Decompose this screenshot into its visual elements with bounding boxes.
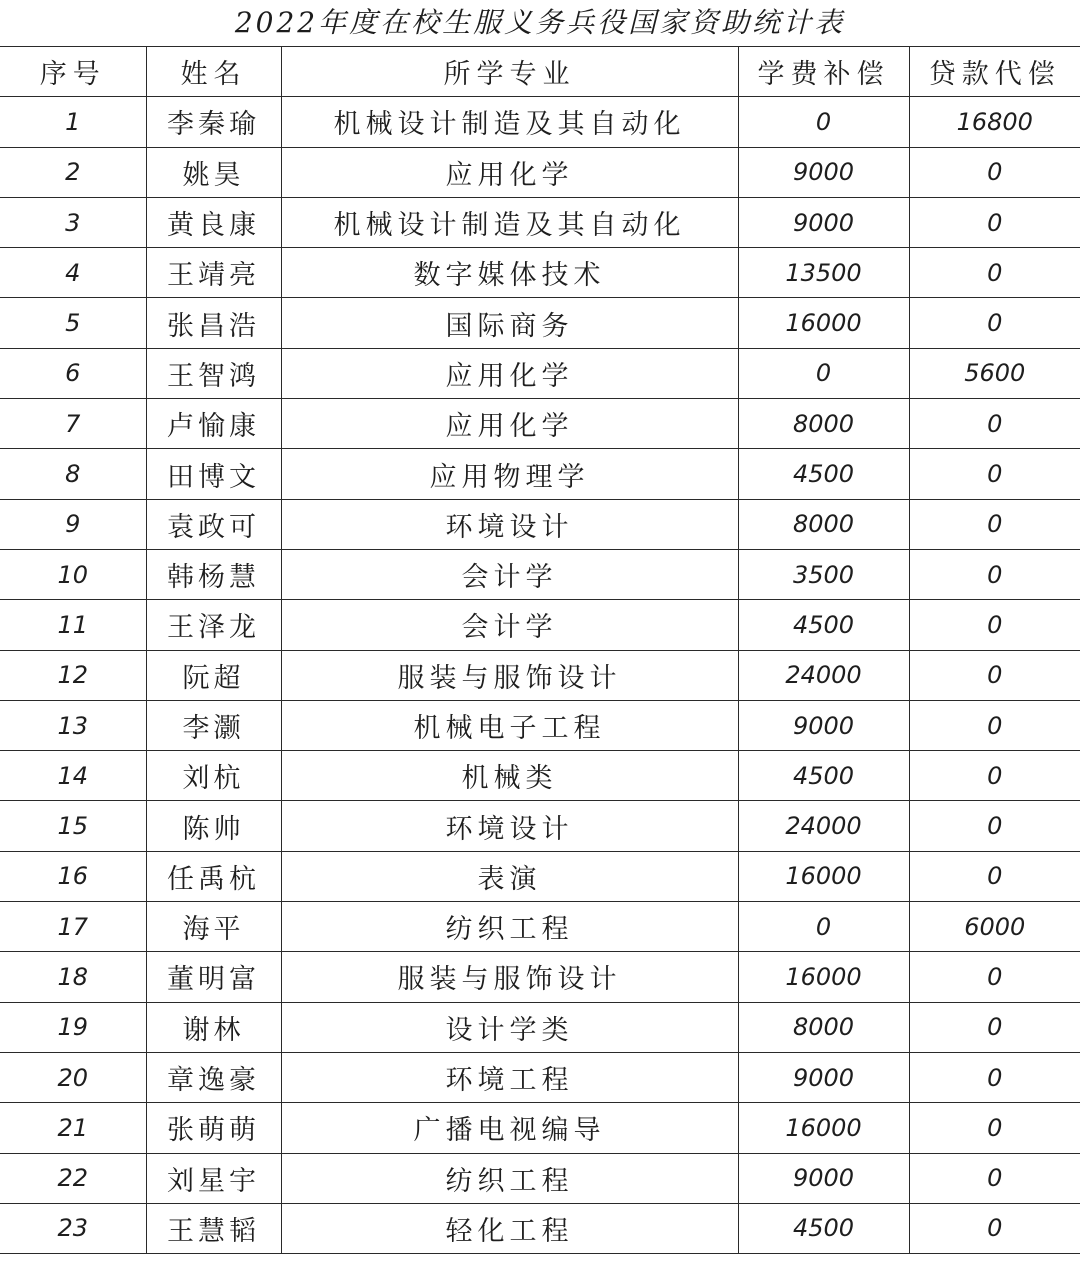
column-header-major: 所学专业 (281, 47, 738, 97)
cell-name: 任禹杭 (146, 851, 281, 901)
cell-major: 环境工程 (281, 1052, 738, 1102)
cell-no: 23 (0, 1203, 146, 1253)
cell-major: 纺织工程 (281, 902, 738, 952)
cell-name: 谢林 (146, 1002, 281, 1052)
cell-major: 会计学 (281, 600, 738, 650)
cell-name: 黄良康 (146, 197, 281, 247)
cell-name: 刘星宇 (146, 1153, 281, 1203)
cell-tuition: 9000 (738, 700, 909, 750)
cell-no: 21 (0, 1103, 146, 1153)
cell-name: 王慧韬 (146, 1203, 281, 1253)
table-row (0, 650, 1080, 700)
cell-major: 机械类 (281, 751, 738, 801)
cell-loan: 0 (909, 1103, 1080, 1153)
table-row (0, 197, 1080, 247)
cell-loan: 0 (909, 952, 1080, 1002)
cell-major: 应用化学 (281, 399, 738, 449)
column-header-tuition: 学费补偿 (738, 47, 909, 97)
cell-loan: 0 (909, 499, 1080, 549)
cell-major: 机械电子工程 (281, 700, 738, 750)
cell-tuition: 4500 (738, 600, 909, 650)
cell-loan: 0 (909, 147, 1080, 197)
cell-tuition: 24000 (738, 801, 909, 851)
table-row (0, 851, 1080, 901)
cell-loan: 0 (909, 751, 1080, 801)
cell-major: 纺织工程 (281, 1153, 738, 1203)
cell-loan: 0 (909, 248, 1080, 298)
cell-no: 7 (0, 399, 146, 449)
cell-major: 表演 (281, 851, 738, 901)
cell-tuition: 16000 (738, 298, 909, 348)
cell-name: 陈帅 (146, 801, 281, 851)
cell-tuition: 9000 (738, 1153, 909, 1203)
table-row (0, 1052, 1080, 1102)
cell-name: 李秦瑜 (146, 97, 281, 147)
cell-name: 王泽龙 (146, 600, 281, 650)
cell-no: 14 (0, 751, 146, 801)
table-row (0, 751, 1080, 801)
column-header-loan: 贷款代偿 (909, 47, 1080, 97)
table-row (0, 1203, 1080, 1253)
cell-no: 15 (0, 801, 146, 851)
cell-loan: 0 (909, 197, 1080, 247)
cell-no: 22 (0, 1153, 146, 1203)
cell-tuition: 13500 (738, 248, 909, 298)
cell-name: 董明富 (146, 952, 281, 1002)
cell-name: 张昌浩 (146, 298, 281, 348)
cell-loan: 0 (909, 600, 1080, 650)
cell-major: 会计学 (281, 549, 738, 599)
cell-tuition: 0 (738, 348, 909, 398)
cell-tuition: 8000 (738, 399, 909, 449)
cell-no: 4 (0, 248, 146, 298)
cell-loan: 0 (909, 851, 1080, 901)
cell-no: 6 (0, 348, 146, 398)
cell-tuition: 3500 (738, 549, 909, 599)
cell-no: 8 (0, 449, 146, 499)
cell-major: 服装与服饰设计 (281, 650, 738, 700)
sheet-title: 2022年度在校生服义务兵役国家资助统计表 (234, 6, 846, 39)
cell-name: 田博文 (146, 449, 281, 499)
table-row (0, 1002, 1080, 1052)
cell-loan: 0 (909, 1052, 1080, 1102)
cell-tuition: 8000 (738, 1002, 909, 1052)
cell-name: 王靖亮 (146, 248, 281, 298)
cell-tuition: 16000 (738, 952, 909, 1002)
table-row (0, 499, 1080, 549)
table-row (0, 147, 1080, 197)
cell-major: 环境设计 (281, 499, 738, 549)
cell-no: 1 (0, 97, 146, 147)
cell-loan: 0 (909, 801, 1080, 851)
table-row (0, 1153, 1080, 1203)
table-row (0, 298, 1080, 348)
cell-major: 环境设计 (281, 801, 738, 851)
table-row (0, 399, 1080, 449)
cell-no: 5 (0, 298, 146, 348)
cell-name: 张萌萌 (146, 1103, 281, 1153)
cell-major: 数字媒体技术 (281, 248, 738, 298)
cell-name: 章逸豪 (146, 1052, 281, 1102)
cell-major: 设计学类 (281, 1002, 738, 1052)
column-header-no: 序号 (0, 47, 146, 97)
cell-no: 20 (0, 1052, 146, 1102)
cell-tuition: 4500 (738, 1203, 909, 1253)
cell-name: 王智鸿 (146, 348, 281, 398)
table-row (0, 1103, 1080, 1153)
cell-name: 海平 (146, 902, 281, 952)
table-row (0, 902, 1080, 952)
table-body (0, 97, 1080, 1254)
cell-name: 姚昊 (146, 147, 281, 197)
cell-major: 应用化学 (281, 147, 738, 197)
cell-loan: 0 (909, 449, 1080, 499)
cell-no: 16 (0, 851, 146, 901)
cell-no: 19 (0, 1002, 146, 1052)
cell-no: 3 (0, 197, 146, 247)
cell-tuition: 9000 (738, 147, 909, 197)
cell-major: 应用化学 (281, 348, 738, 398)
cell-no: 11 (0, 600, 146, 650)
cell-tuition: 9000 (738, 1052, 909, 1102)
cell-major: 机械设计制造及其自动化 (281, 97, 738, 147)
cell-loan: 0 (909, 700, 1080, 750)
table-row (0, 549, 1080, 599)
cell-tuition: 16000 (738, 851, 909, 901)
cell-name: 袁政可 (146, 499, 281, 549)
table-row (0, 348, 1080, 398)
cell-tuition: 24000 (738, 650, 909, 700)
cell-name: 李灏 (146, 700, 281, 750)
cell-loan: 0 (909, 399, 1080, 449)
table-row (0, 952, 1080, 1002)
cell-loan: 0 (909, 298, 1080, 348)
cell-name: 卢愉康 (146, 399, 281, 449)
cell-name: 刘杭 (146, 751, 281, 801)
cell-loan: 0 (909, 1002, 1080, 1052)
cell-no: 9 (0, 499, 146, 549)
table-row (0, 248, 1080, 298)
cell-loan: 16800 (909, 97, 1080, 147)
subsidy-table (0, 46, 1080, 1254)
cell-loan: 0 (909, 650, 1080, 700)
cell-tuition: 8000 (738, 499, 909, 549)
cell-tuition: 16000 (738, 1103, 909, 1153)
cell-major: 轻化工程 (281, 1203, 738, 1253)
cell-no: 13 (0, 700, 146, 750)
cell-major: 广播电视编导 (281, 1103, 738, 1153)
cell-name: 韩杨慧 (146, 549, 281, 599)
cell-tuition: 4500 (738, 449, 909, 499)
cell-no: 10 (0, 549, 146, 599)
cell-major: 服装与服饰设计 (281, 952, 738, 1002)
cell-no: 12 (0, 650, 146, 700)
cell-no: 2 (0, 147, 146, 197)
cell-tuition: 9000 (738, 197, 909, 247)
table-header-row (0, 47, 1080, 97)
cell-no: 17 (0, 902, 146, 952)
cell-loan: 0 (909, 1153, 1080, 1203)
cell-major: 国际商务 (281, 298, 738, 348)
cell-loan: 6000 (909, 902, 1080, 952)
cell-tuition: 0 (738, 97, 909, 147)
cell-no: 18 (0, 952, 146, 1002)
cell-loan: 5600 (909, 348, 1080, 398)
cell-tuition: 0 (738, 902, 909, 952)
cell-major: 应用物理学 (281, 449, 738, 499)
column-header-name: 姓名 (146, 47, 281, 97)
table-row (0, 801, 1080, 851)
cell-name: 阮超 (146, 650, 281, 700)
table-row (0, 700, 1080, 750)
table-row (0, 97, 1080, 147)
cell-loan: 0 (909, 1203, 1080, 1253)
table-row (0, 449, 1080, 499)
cell-major: 机械设计制造及其自动化 (281, 197, 738, 247)
cell-loan: 0 (909, 549, 1080, 599)
table-row (0, 600, 1080, 650)
page-bottom-edge (0, 1268, 1080, 1275)
cell-tuition: 4500 (738, 751, 909, 801)
